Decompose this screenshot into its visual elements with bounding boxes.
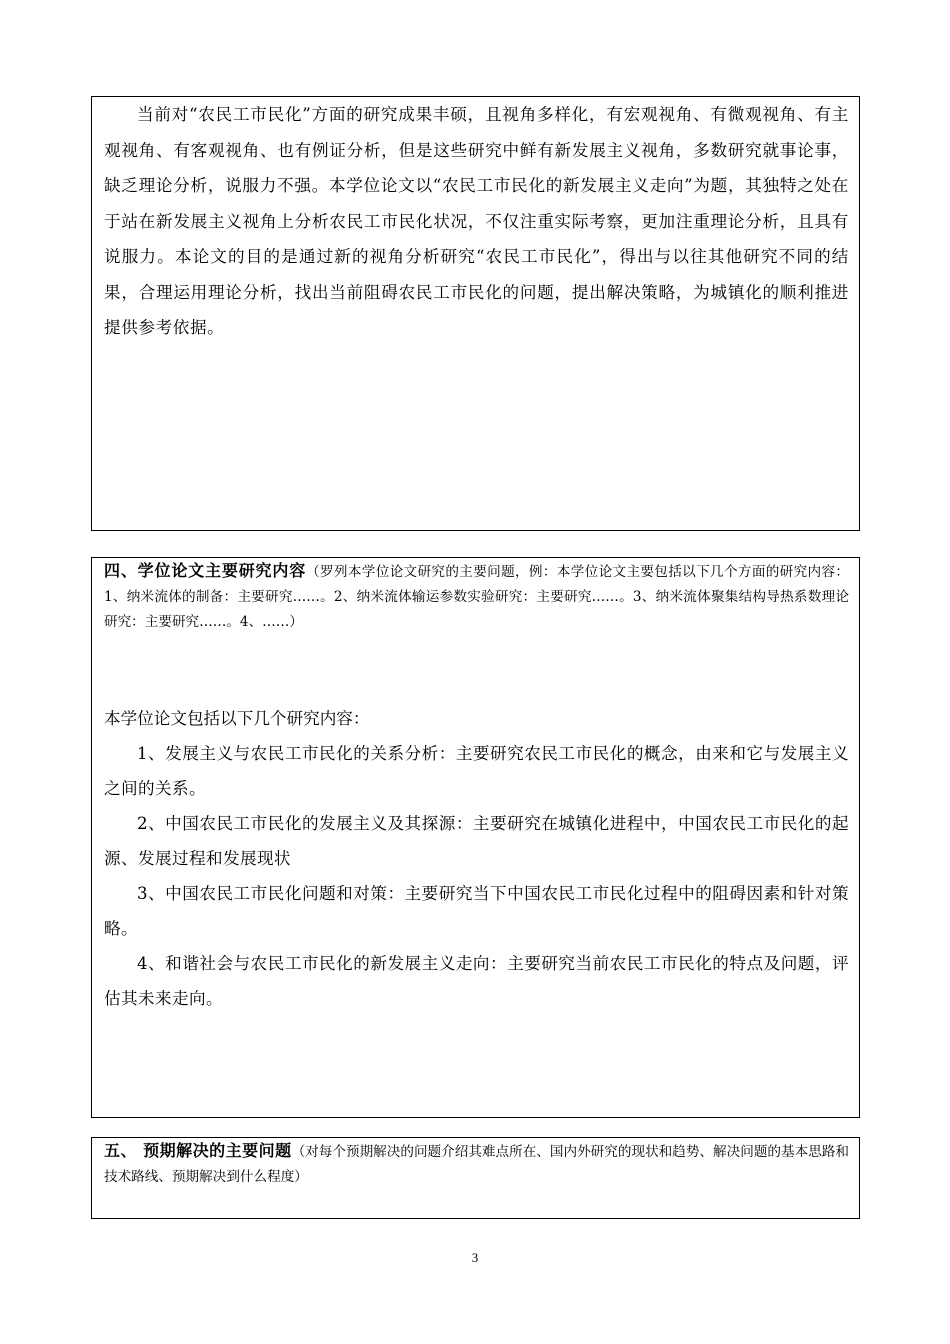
- section5-expected-problems-box: [91, 1137, 860, 1219]
- section5-note: （对每个预期解决的问题介绍其难点所在、国内外研究的现状和趋势、解决问题的基本思路和技术路线、预期解决到什么程度）: [104, 1144, 849, 1185]
- research-item-2: 2、中国农民工市民化的发展主义及其探源：主要研究在城镇化进程中，中国农民工市民化的起源、发展过程和发展现状: [104, 814, 849, 868]
- section4-research-content-box: [91, 557, 860, 1118]
- research-item-1: 1、发展主义与农民工市民化的关系分析：主要研究农民工市民化的概念，由来和它与发展主义之间的关系。: [104, 744, 849, 798]
- section3-continuation-box: [91, 96, 860, 531]
- research-item-4: 4、和谐社会与农民工市民化的新发展主义走向：主要研究当前农民工市民化的特点及问题，评估其未来走向。: [104, 954, 849, 1008]
- page-number: 3: [471, 1250, 479, 1265]
- section5-heading: 五、 预期解决的主要问题: [104, 1141, 292, 1160]
- section3-paragraph: 当前对“农民工市民化”方面的研究成果丰硕，且视角多样化，有宏观视角、有微观视角、有主观视角、有客观视角、也有例证分析，但是这些研究中鲜有新发展主义视角，多数研究就事论事，缺乏理论分析，说服力不强。本学位论文以“农民工市民化的新发展主义走向”为题，其独特之处在于站在新发展主义视角上分析农民工市民化状况，不仅注重实际考察，更加注重理论分析，且具有说服力。本论文的目的是通过新的视角分析研究“农民工市民化”，得出与以往其他研究不同的结果，合理运用理论分析，找出当前阻碍农民工市民化的问题，提出解决策略，为城镇化的顺利推进提供参考依据。: [104, 105, 849, 337]
- section4-heading: 四、学位论文主要研究内容: [104, 561, 307, 580]
- section4-intro: 本学位论文包括以下几个研究内容：: [104, 709, 370, 728]
- section4-note: （罗列本学位论文研究的主要问题，例：本学位论文主要包括以下几个方面的研究内容：1、纳米流体的制备：主要研究……。2、纳米流体输运参数实验研究：主要研究……。3、纳米流体聚集结构导热系数理论研究：主要研究……。4、……）: [104, 564, 849, 630]
- section4-heading-line: [104, 558, 849, 635]
- section5-heading-line: [104, 1138, 849, 1190]
- research-item-3: 3、中国农民工市民化问题和对策：主要研究当下中国农民工市民化过程中的阻碍因素和针对策略。: [104, 884, 849, 938]
